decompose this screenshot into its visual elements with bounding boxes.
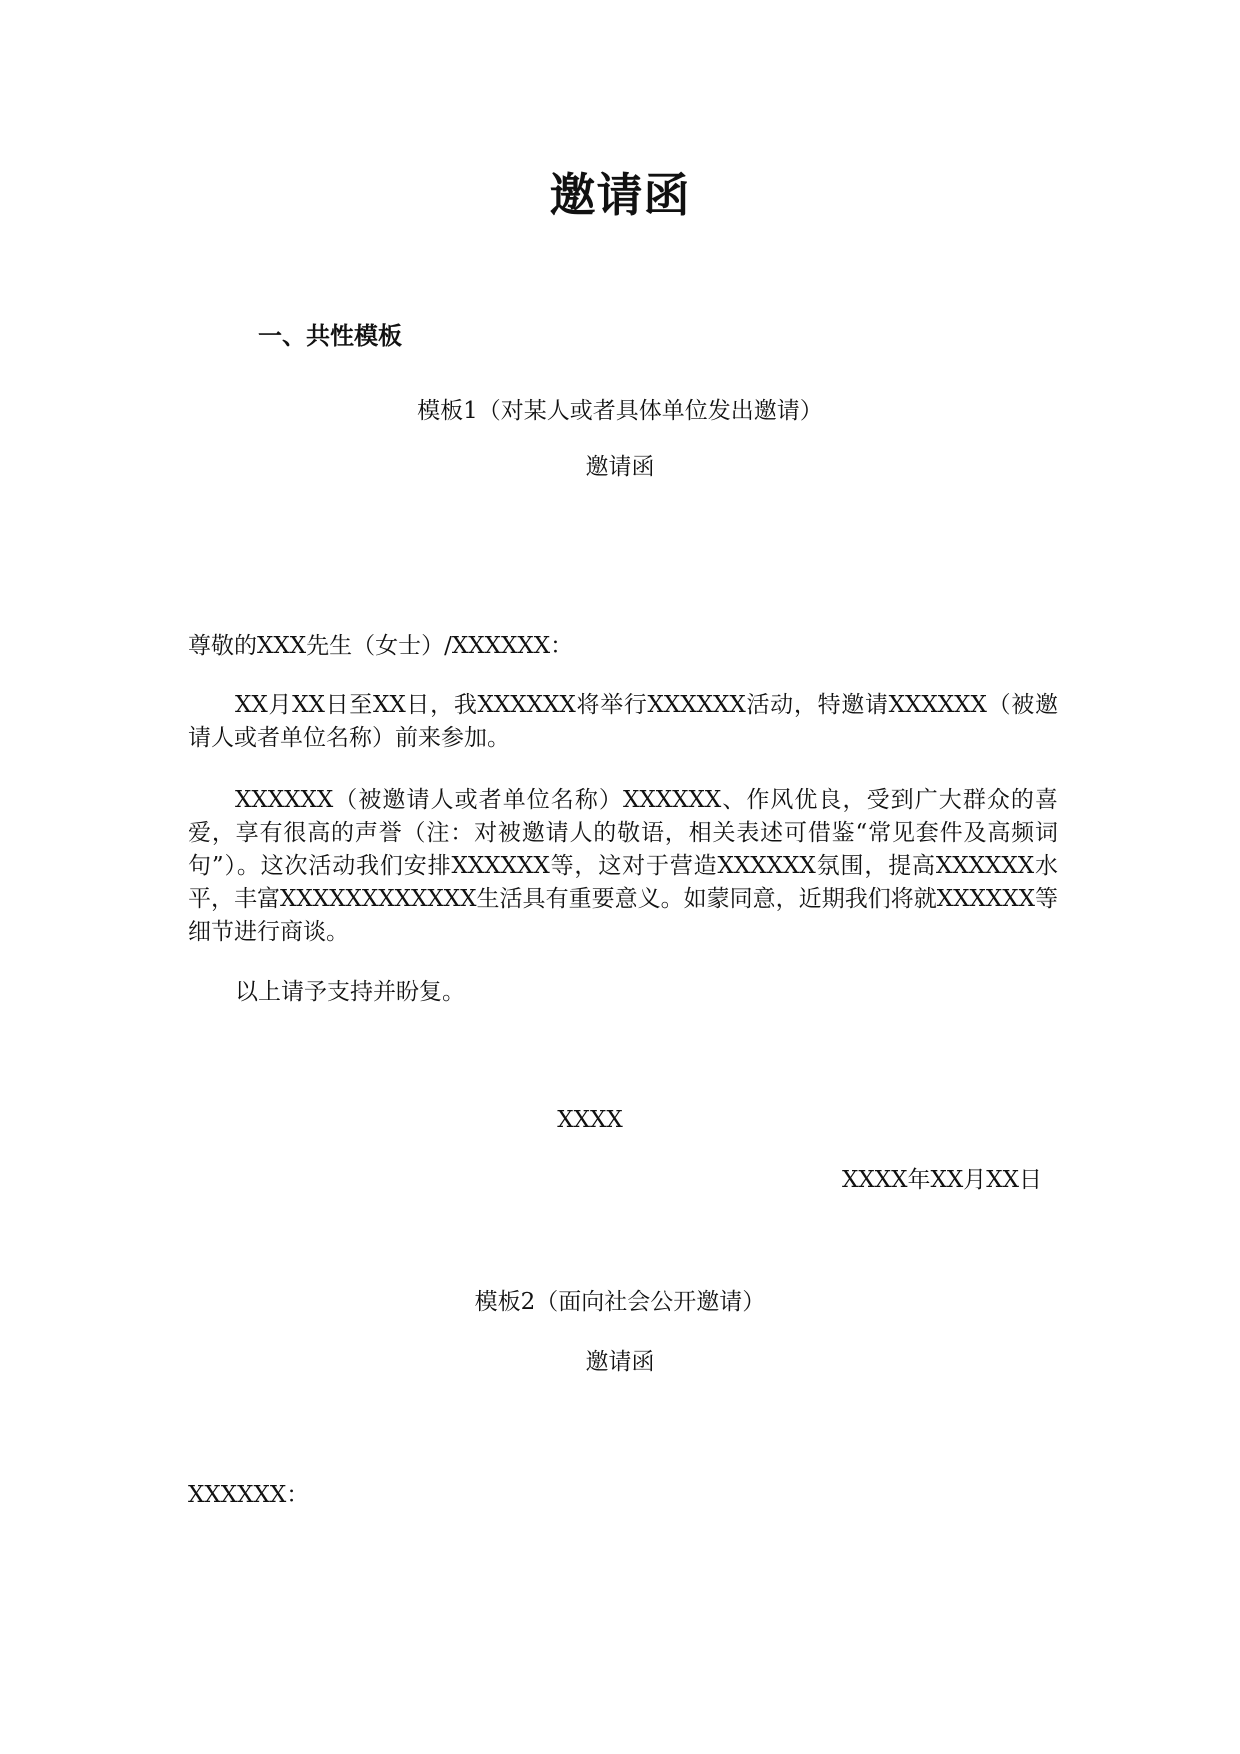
template2-heading: 模板2（面向社会公开邀请） — [474, 1289, 766, 1315]
template2-salutation: XXXXXX： — [188, 1482, 310, 1508]
template1-date: XXXX年XX月XX日 — [842, 1167, 1042, 1193]
template1-letter-title: 邀请函 — [585, 454, 655, 480]
template1-salutation: 尊敬的XXX先生（女士）/XXXXXX： — [188, 633, 574, 659]
template1-paragraph-2: XXXXXX（被邀请人或者单位名称）XXXXXX、作风优良，受到广大群众的喜爱，享有很高的声誉（注：对被邀请人的敬语，相关表述可借鉴“常见套件及高频词句”）。这次活动我们安排XXXXXX等，这对于营造XXXXXX氛围，提高XXXXXX水平，丰富XXXXXXXXXXXX生活具有重要意义。如蒙同意，近期我们将就XXXXXX等细节进行商谈。 — [188, 787, 1058, 945]
template1-paragraph-1: XX月XX日至XX日，我XXXXXX将举行XXXXXX活动，特邀请XXXXXX（被邀请人或者单位名称）前来参加。 — [188, 692, 1058, 751]
template2-letter-title: 邀请函 — [585, 1349, 655, 1375]
template1-heading: 模板1（对某人或者具体单位发出邀请） — [417, 398, 823, 424]
template1-signature: XXXX — [557, 1107, 623, 1133]
document-title: 邀请函 — [549, 168, 691, 222]
section-heading: 一、共性模板 — [258, 322, 402, 350]
template1-paragraph-3: 以上请予支持并盼复。 — [235, 979, 465, 1005]
